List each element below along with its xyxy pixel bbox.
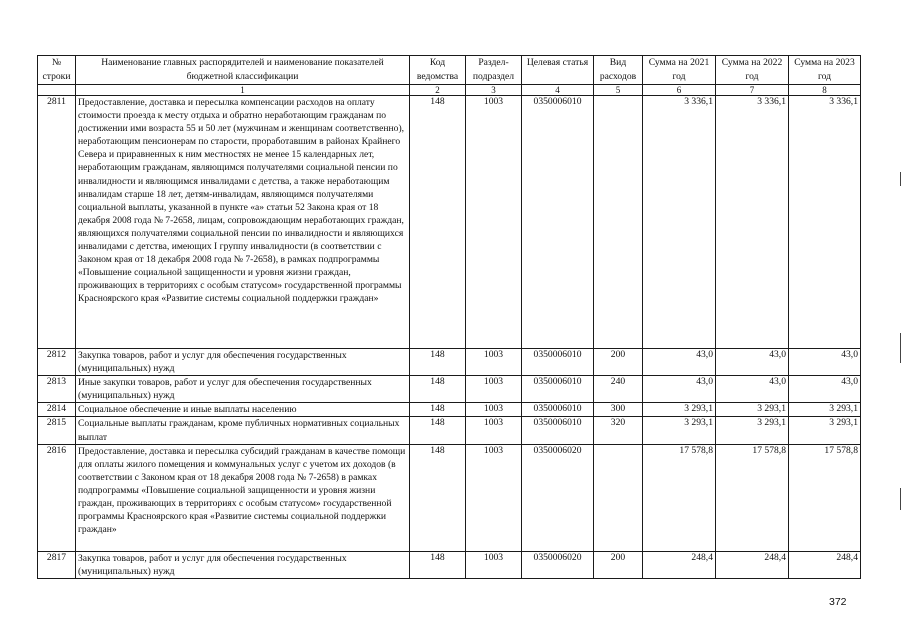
section-code: 1003 — [466, 403, 522, 417]
table-row — [38, 403, 861, 417]
column-number: 6 — [643, 85, 716, 96]
sum-2023: 43,0 — [789, 349, 861, 376]
expense-type — [594, 96, 643, 349]
section-code: 1003 — [466, 376, 522, 403]
row-name: Социальные выплаты гражданам, кроме публичных нормативных социальных выплат — [76, 417, 410, 444]
section-code: 1003 — [466, 417, 522, 444]
row-number: 2814 — [38, 403, 76, 417]
section-code: 1003 — [466, 96, 522, 349]
column-number: 7 — [716, 85, 789, 96]
dept-code: 148 — [410, 444, 466, 551]
row-number: 2811 — [38, 96, 76, 349]
header-row — [38, 56, 861, 85]
header-cell: Целевая статья — [522, 56, 594, 85]
expense-type: 200 — [594, 551, 643, 578]
row-name: Закупка товаров, работ и услуг для обеспечения государственных (муниципальных) нужд — [76, 349, 410, 376]
target-code: 0350006020 — [522, 444, 594, 551]
sum-2023: 3 336,1 — [789, 96, 861, 349]
sum-2022: 248,4 — [716, 551, 789, 578]
expense-type — [594, 444, 643, 551]
dept-code: 148 — [410, 376, 466, 403]
header-cell: Сумма на 2022 год — [716, 56, 789, 85]
sum-2022: 43,0 — [716, 349, 789, 376]
row-name: Социальное обеспечение и иные выплаты населению — [76, 403, 410, 417]
target-code: 0350006020 — [522, 551, 594, 578]
dept-code: 148 — [410, 403, 466, 417]
expense-type: 200 — [594, 349, 643, 376]
sum-2022: 3 336,1 — [716, 96, 789, 349]
column-number — [38, 85, 76, 96]
header-cell: Код ведомства — [410, 56, 466, 85]
header-cell: № строки — [38, 56, 76, 85]
column-number: 1 — [76, 85, 410, 96]
section-code: 1003 — [466, 349, 522, 376]
sum-2021: 17 578,8 — [643, 444, 716, 551]
row-name: Закупка товаров, работ и услуг для обеспечения государственных (муниципальных) нужд — [76, 551, 410, 578]
sum-2021: 248,4 — [643, 551, 716, 578]
sum-2021: 43,0 — [643, 349, 716, 376]
sum-2022: 43,0 — [716, 376, 789, 403]
row-number: 2813 — [38, 376, 76, 403]
table-row — [38, 417, 861, 444]
expense-type: 300 — [594, 403, 643, 417]
table-row — [38, 96, 861, 349]
header-cell: Раздел-подраздел — [466, 56, 522, 85]
expense-type: 240 — [594, 376, 643, 403]
budget-table — [37, 55, 861, 579]
sum-2021: 43,0 — [643, 376, 716, 403]
table-row — [38, 444, 861, 551]
row-name: Предоставление, доставка и пересылка компенсации расходов на оплату стоимости проезда к месту отдыха и обратно неработающим гражданам по достижении ими возраста 55 и 50 лет (мужчинам и женщинам соответственно), неработающим пенсионерам по старости, проработавшим в районах Крайнего Севера и приравненных к ним местностях не менее 15 календарных лет, неработающим гражданам, являющимся получателями социальной пенсии по инвалидности и являющимся инвалидами с детства, а также неработающим инвалидам старше 18 лет, детям-инвалидам, являющимся получателями социальной выплаты, указанной в пункте «а» статьи 52 Закона края от 18 декабря 2008 года № 7-2658, лицам, сопровождающим неработающих граждан, являющихся получателями социальной пенсии по инвалидности и являющихся инвалидами с детства, имеющих I группу инвалидности (в соответствии с Законом края от 18 декабря 2008 года № 7-2658), в рамках подпрограммы «Повышение социальной защищенности и уровня жизни граждан, проживающих в территориях с особым статусом» государственной программы Красноярского края «Развитие системы социальной поддержки граждан» — [76, 96, 410, 349]
section-code: 1003 — [466, 444, 522, 551]
header-cell: Сумма на 2023 год — [789, 56, 861, 85]
sum-2023: 248,4 — [789, 551, 861, 578]
table-row — [38, 551, 861, 578]
dept-code: 148 — [410, 96, 466, 349]
sum-2021: 3 336,1 — [643, 96, 716, 349]
sum-2022: 3 293,1 — [716, 417, 789, 444]
sum-2023: 3 293,1 — [789, 403, 861, 417]
table-row — [38, 349, 861, 376]
page-number: 372 — [829, 596, 847, 608]
column-number: 4 — [522, 85, 594, 96]
sum-2023: 43,0 — [789, 376, 861, 403]
column-number: 5 — [594, 85, 643, 96]
row-name: Предоставление, доставка и пересылка субсидий гражданам в качестве помощи для оплаты жилого помещения и коммунальных услуг с учетом их доходов (в соответствии с Законом края от 18 декабря 2008 года № 7-2658) в рамках подпрограммы «Повышение социальной защищенности и уровня жизни граждан, проживающих в территориях с особым статусом» государственной программы Красноярского края «Развитие системы социальной поддержки граждан» — [76, 444, 410, 551]
row-name: Иные закупки товаров, работ и услуг для обеспечения государственных (муниципальных) нужд — [76, 376, 410, 403]
sum-2022: 3 293,1 — [716, 403, 789, 417]
expense-type: 320 — [594, 417, 643, 444]
sum-2021: 3 293,1 — [643, 417, 716, 444]
dept-code: 148 — [410, 417, 466, 444]
target-code: 0350006010 — [522, 376, 594, 403]
header-cell: Вид расходов — [594, 56, 643, 85]
sum-2022: 17 578,8 — [716, 444, 789, 551]
sum-2021: 3 293,1 — [643, 403, 716, 417]
row-number: 2815 — [38, 417, 76, 444]
sum-2023: 3 293,1 — [789, 417, 861, 444]
column-number: 2 — [410, 85, 466, 96]
dept-code: 148 — [410, 349, 466, 376]
column-number: 8 — [789, 85, 861, 96]
scan-edge-mark — [900, 488, 901, 510]
target-code: 0350006010 — [522, 417, 594, 444]
row-number: 2812 — [38, 349, 76, 376]
row-number: 2816 — [38, 444, 76, 551]
scan-edge-mark — [900, 333, 901, 363]
table-row — [38, 376, 861, 403]
section-code: 1003 — [466, 551, 522, 578]
target-code: 0350006010 — [522, 349, 594, 376]
row-number: 2817 — [38, 551, 76, 578]
target-code: 0350006010 — [522, 403, 594, 417]
header-cell: Наименование главных распорядителей и наименование показателей бюджетной классификации — [76, 56, 410, 85]
column-number-row — [38, 85, 861, 96]
dept-code: 148 — [410, 551, 466, 578]
target-code: 0350006010 — [522, 96, 594, 349]
sum-2023: 17 578,8 — [789, 444, 861, 551]
column-number: 3 — [466, 85, 522, 96]
scan-edge-mark — [900, 172, 901, 186]
header-cell: Сумма на 2021 год — [643, 56, 716, 85]
